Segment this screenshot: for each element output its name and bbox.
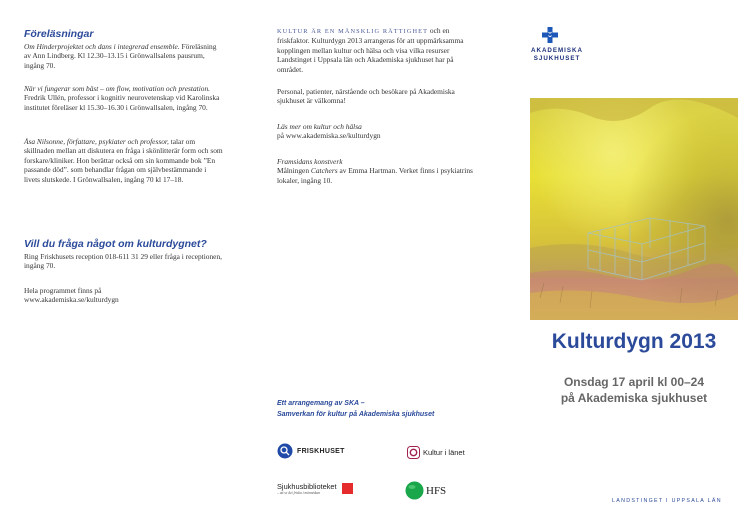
- logo-line-1: AKADEMISKA: [531, 47, 583, 54]
- artwork-heading: Framsidans konstverk: [277, 157, 343, 166]
- painting-image: [530, 98, 738, 320]
- arrangement-text: [277, 398, 507, 420]
- cover-painting: [530, 98, 738, 320]
- arrangement-line-2: Samverkan för kultur på Akademiska sjukhuset: [277, 411, 435, 418]
- date-line-1: Onsdag 17 april kl 00–24: [563, 375, 705, 389]
- lecture-1-text: Föreläsning av Ann Lindberg. Kl 12.30–13.15 i Grönwallsalens pausrum, ingång 70.: [24, 42, 217, 70]
- friskhuset-logo: [277, 443, 345, 459]
- read-more-heading: Läs mer om kultur och hälsa: [277, 122, 362, 131]
- lecture-3: [24, 137, 224, 184]
- kultur-icon: [407, 446, 420, 459]
- hfs-label: HFS: [426, 484, 447, 497]
- event-title: Kulturdygn 2013: [551, 330, 717, 353]
- hfs-logo: [405, 481, 446, 500]
- bibliotek-square-icon: [342, 483, 353, 494]
- intro-text: och en friskfaktor. Kulturdygn 2013 arrangeras för att uppmärksamma kopplingen mellan kultur och hälsa och visa vilka resurser Landstinget i Uppsala län och Akademiska sjukhuset har på området.: [277, 26, 464, 74]
- artwork-text-post: av Emma Hartman. Verket finns i psykiatrins lokaler, ingång 10.: [277, 166, 473, 185]
- lecture-2-text: Fredrik Ullén, professor i kognitiv neurovetenskap vid Karolinska institutet föreläser kl 15.30–16.30 i Grönwallsalen, ingång 70.: [24, 93, 220, 112]
- landstinget-footer: LANDSTINGET I UPPSALA LÄN: [612, 498, 722, 504]
- lecture-2: [24, 84, 224, 112]
- sjukhusbiblioteket-logo: [277, 482, 353, 495]
- hfs-icon: [405, 481, 424, 500]
- artwork-text: [277, 166, 477, 185]
- artwork-text-pre: Målningen: [277, 166, 310, 176]
- arrangement-line-1: Ett arrangemang av SKA –: [277, 400, 365, 407]
- kultur-label: Kultur i länet: [423, 448, 465, 457]
- welcome-text: Personal, patienter, närstående och besökare på Akademiska sjukhuset är välkomna!: [277, 87, 455, 106]
- friskhuset-icon: [277, 443, 293, 459]
- bibliotek-label: Sjukhusbiblioteket: [277, 482, 337, 491]
- questions-heading: Vill du fråga något om kulturdygnet?: [24, 238, 207, 250]
- kultur-i-lanet-logo: [407, 446, 465, 459]
- akademiska-logo-text: [530, 47, 584, 63]
- event-date: [530, 375, 738, 406]
- lecture-2-title: När vi fungerar som bäst – om flow, motivation och prestation.: [24, 84, 210, 93]
- lecture-1-title: Om Hinderprojektet och dans i integrerad ensemble.: [24, 42, 180, 51]
- lecture-3-title: Åsa Nilsonne, författare, psykiater och professor,: [24, 137, 169, 146]
- program-text: Hela programmet finns på www.akademiska.se/kulturdygn: [24, 286, 119, 305]
- read-more-text: på www.akademiska.se/kulturdygn: [277, 131, 381, 141]
- lecture-1: [24, 42, 224, 70]
- lecture-3-text: talar om skillnaden mellan att diskutera en fråga i skönlitterär form och som forskare/kliniker. Hon berättar också om sin kommande bok ”En passande död”. som behandlar frågan om självbestämmande i livets slutskede. I Grönwallsalen, ingång 70 kl 17–18.: [24, 137, 223, 184]
- bibliotek-tagline: – att se det friska i människan: [277, 491, 321, 495]
- friskhuset-label: FRISKHUSET: [297, 447, 345, 455]
- date-line-2: på Akademiska sjukhuset: [560, 390, 708, 405]
- artwork-title: Catchers: [310, 166, 338, 176]
- intro-caps: KULTUR ÄR EN MÄNSKLIG RÄTTIGHET: [277, 28, 429, 35]
- logo-line-2: SJUKHUSET: [533, 55, 581, 62]
- lectures-heading: Föreläsningar: [24, 28, 94, 40]
- akademiska-cross-icon: [542, 27, 558, 43]
- questions-text: Ring Friskhusets reception 018-611 31 29 eller fråga i receptionen, ingång 70.: [24, 252, 222, 271]
